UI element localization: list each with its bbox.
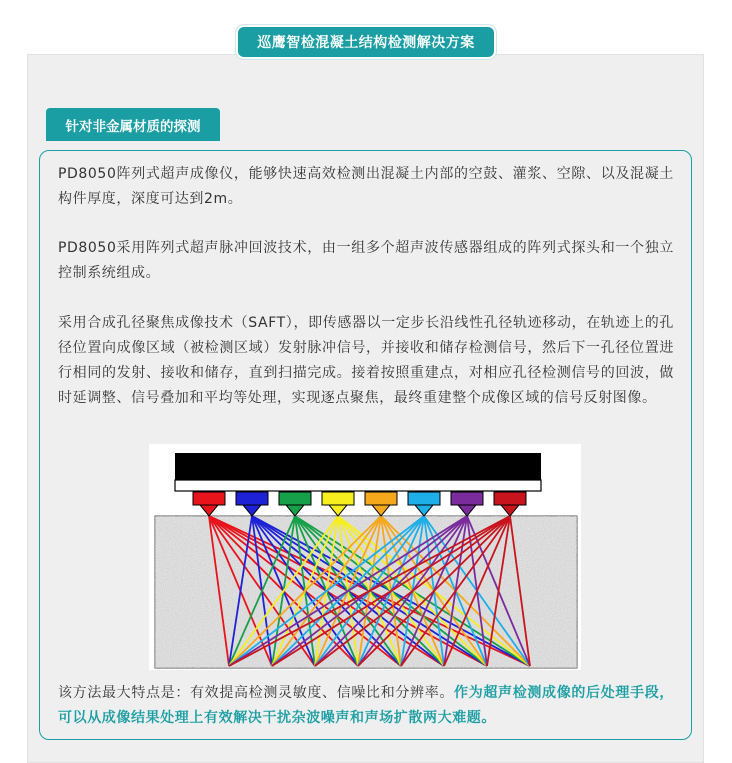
page-title: 巡鹰智检混凝土结构检测解决方案 [238, 27, 494, 57]
conclusion-highlight: 作为超声检测成像的后处理手段，可以从成像结果处理上有效解决干扰杂波噪声和声场扩散两大难题。 [58, 685, 675, 726]
probe-base [175, 480, 541, 491]
paragraph-technology: PD8050采用阵列式超声脉冲回波技术，由一组多个超声波传感器组成的阵列式探头和一个独立控制系统组成。 [58, 240, 674, 281]
paragraph-intro: PD8050阵列式超声成像仪，能够快速高效检测出混凝土内部的空鼓、灌浆、空隙、以及混凝土构件厚度，深度可达到2m。 [58, 166, 674, 207]
paragraph-saft: 采用合成孔径聚焦成像技术（SAFT），即传感器以一定步长沿线性孔径轨迹移动，在轨迹上的孔径位置向成像区域（被检测区域）发射脉冲信号，并接收和储存检测信号，然后下一孔径位置进行相同的发射、接收和储存，直到扫描完成。接着按照重建点，对相应孔径检测信号的回波，做时延调整、信号叠加和平均等处理，实现逐点聚焦，最终重建整个成像区域的信号反射图像。 [58, 315, 674, 406]
conclusion-text: 该方法最大特点是：有效提高检测灵敏度、信噪比和分辨率。 [58, 685, 455, 701]
paragraph-conclusion [58, 681, 674, 731]
section-title: 针对非金属材质的探测 [46, 108, 220, 141]
saft-diagram [149, 444, 581, 670]
probe-housing [175, 453, 541, 480]
